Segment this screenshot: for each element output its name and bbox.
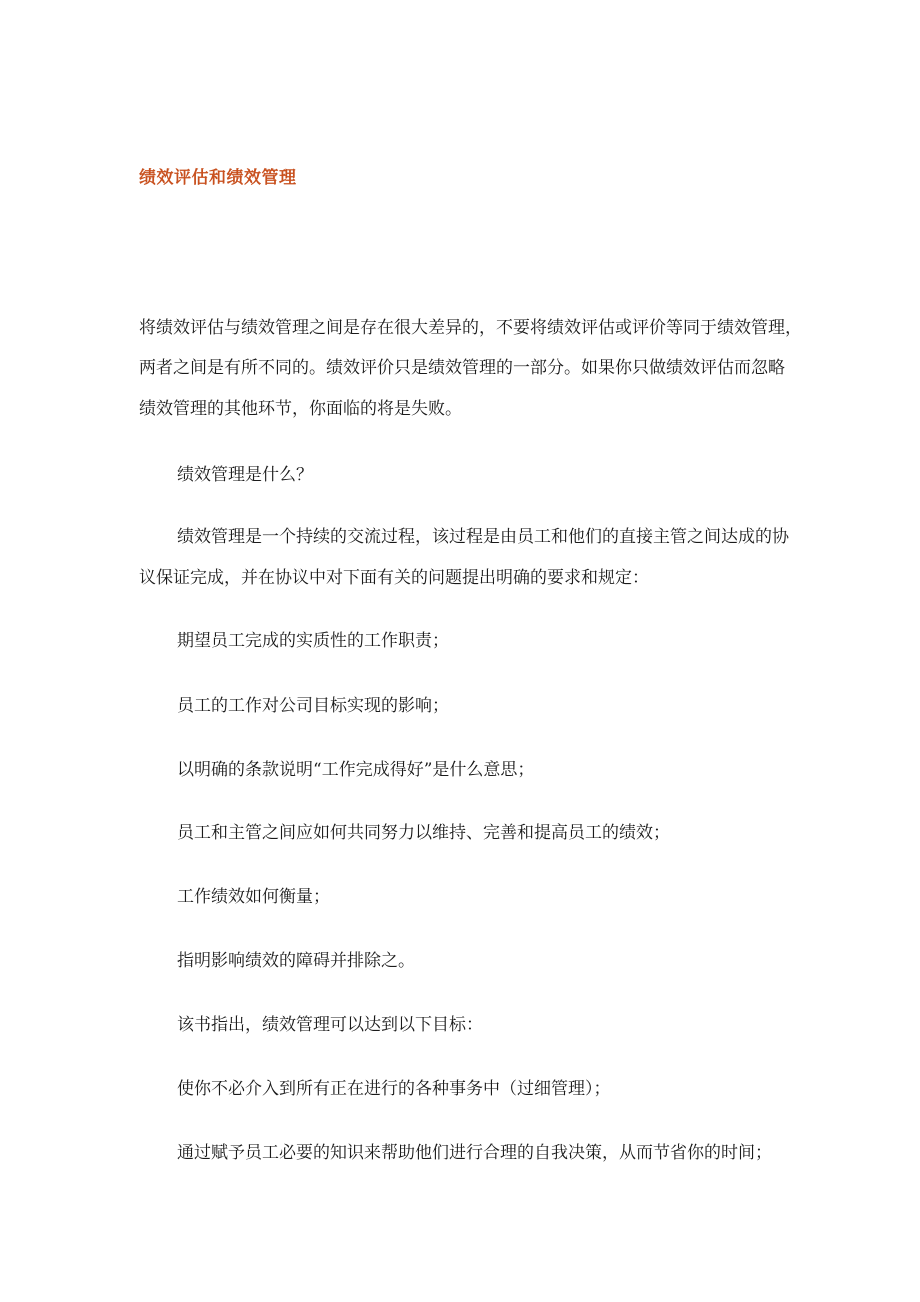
definition-line: 绩效管理是一个持续的交流过程，该过程是由员工和他们的直接主管之间达成的协 xyxy=(177,527,789,547)
intro-line: 绩效管理的其他环节，你面临的将是失败。 xyxy=(139,399,462,419)
requirement-item: 工作绩效如何衡量； xyxy=(177,887,330,907)
requirement-item: 指明影响绩效的障碍并排除之。 xyxy=(177,951,415,971)
definition-line: 议保证完成，并在协议中对下面有关的问题提出明确的要求和规定： xyxy=(139,568,649,588)
goals-intro-paragraph: 该书指出，绩效管理可以达到以下目标： xyxy=(177,1015,483,1035)
requirement-item: 员工的工作对公司目标实现的影响； xyxy=(177,696,449,716)
requirement-item: 员工和主管之间应如何共同努力以维持、完善和提高员工的绩效； xyxy=(177,823,670,843)
definition-paragraph xyxy=(139,523,907,593)
question-paragraph: 绩效管理是什么？ xyxy=(177,465,313,485)
intro-line: 将绩效评估与绩效管理之间是存在很大差异的，不要将绩效评估或评价等同于绩效管理， xyxy=(139,318,802,338)
goal-item: 通过赋予员工必要的知识来帮助他们进行合理的自我决策，从而节省你的时间； xyxy=(177,1143,772,1163)
goal-item: 使你不必介入到所有正在进行的各种事务中（过细管理）； xyxy=(177,1079,611,1099)
requirement-item: 以明确的条款说明“工作完成得好”是什么意思； xyxy=(177,760,535,780)
document-title: 绩效评估和绩效管理 xyxy=(139,168,297,188)
requirement-item: 期望员工完成的实质性的工作职责； xyxy=(177,631,449,651)
intro-line: 两者之间是有所不同的。绩效评价只是绩效管理的一部分。如果你只做绩效评估而忽略 xyxy=(139,358,785,378)
